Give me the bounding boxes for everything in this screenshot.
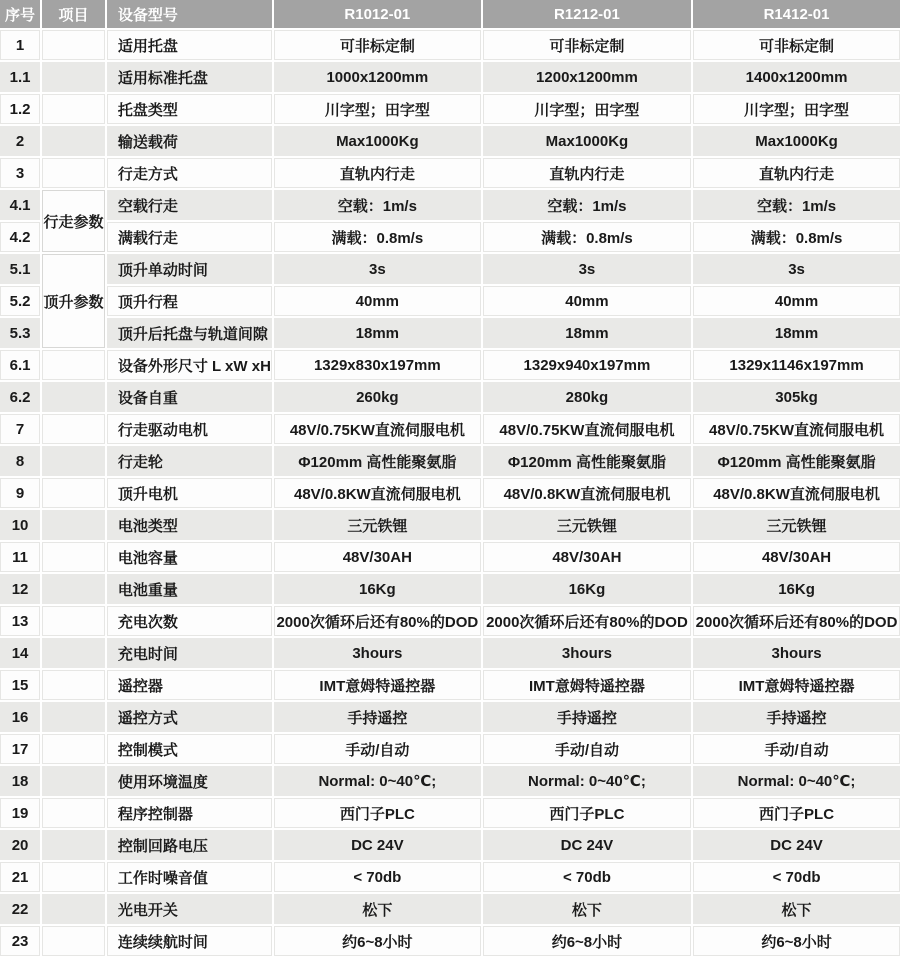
value-cell-r1412-01: 满载：0.8m/s xyxy=(693,222,900,252)
row-number-cell: 6.1 xyxy=(0,350,40,380)
value-cell-r1212-01: 3hours xyxy=(483,638,691,668)
value-cell-r1212-01: 3s xyxy=(483,254,691,284)
value-cell-r1012-01: 满载：0.8m/s xyxy=(274,222,481,252)
group-empty-cell xyxy=(42,30,105,60)
value-cell-r1412-01: 西门子PLC xyxy=(693,798,900,828)
value-cell-r1012-01: 40mm xyxy=(274,286,481,316)
value-cell-r1012-01: 川字型；田字型 xyxy=(274,94,481,124)
item-name-cell: 电池重量 xyxy=(107,574,272,604)
value-cell-r1212-01: 空载：1m/s xyxy=(483,190,691,220)
value-cell-r1212-01: 可非标定制 xyxy=(483,30,691,60)
value-cell-r1212-01: Normal: 0~40℃; xyxy=(483,766,691,796)
item-name-cell: 使用环境温度 xyxy=(107,766,272,796)
item-name-cell: 空载行走 xyxy=(107,190,272,220)
row-number-cell: 20 xyxy=(0,830,40,860)
value-cell-r1012-01: 直轨内行走 xyxy=(274,158,481,188)
item-name-cell: 输送载荷 xyxy=(107,126,272,156)
value-cell-r1412-01: 三元铁锂 xyxy=(693,510,900,540)
item-name-cell: 行走方式 xyxy=(107,158,272,188)
value-cell-r1212-01: 16Kg xyxy=(483,574,691,604)
group-empty-cell xyxy=(42,382,105,412)
group-empty-cell xyxy=(42,446,105,476)
spec-row-14 xyxy=(0,638,900,668)
value-cell-r1012-01: 西门子PLC xyxy=(274,798,481,828)
spec-row-1.2 xyxy=(0,94,900,124)
spec-row-8 xyxy=(0,446,900,476)
spec-row-15 xyxy=(0,670,900,700)
spec-row-19 xyxy=(0,798,900,828)
row-number-cell: 1.2 xyxy=(0,94,40,124)
group-empty-cell xyxy=(42,606,105,636)
value-cell-r1212-01: 直轨内行走 xyxy=(483,158,691,188)
value-cell-r1212-01: 48V/0.8KW直流伺服电机 xyxy=(483,478,691,508)
value-cell-r1012-01: DC 24V xyxy=(274,830,481,860)
group-empty-cell xyxy=(42,798,105,828)
value-cell-r1212-01: 手动/自动 xyxy=(483,734,691,764)
table-body xyxy=(0,30,900,956)
value-cell-r1412-01: < 70db xyxy=(693,862,900,892)
value-cell-r1012-01: < 70db xyxy=(274,862,481,892)
spec-row-5.2 xyxy=(0,286,900,316)
group-empty-cell xyxy=(42,158,105,188)
group-empty-cell xyxy=(42,478,105,508)
row-number-cell: 9 xyxy=(0,478,40,508)
value-cell-r1412-01: 川字型；田字型 xyxy=(693,94,900,124)
item-name-cell: 设备自重 xyxy=(107,382,272,412)
value-cell-r1212-01: IMT意姆特遥控器 xyxy=(483,670,691,700)
spec-row-12 xyxy=(0,574,900,604)
row-number-cell: 14 xyxy=(0,638,40,668)
group-empty-cell xyxy=(42,670,105,700)
value-cell-r1012-01: 空载：1m/s xyxy=(274,190,481,220)
value-cell-r1012-01: 手持遥控 xyxy=(274,702,481,732)
item-name-cell: 顶升行程 xyxy=(107,286,272,316)
item-name-cell: 遥控器 xyxy=(107,670,272,700)
value-cell-r1212-01: 1329x940x197mm xyxy=(483,350,691,380)
item-name-cell: 顶升电机 xyxy=(107,478,272,508)
value-cell-r1012-01: Normal: 0~40℃; xyxy=(274,766,481,796)
spec-row-13 xyxy=(0,606,900,636)
row-number-cell: 21 xyxy=(0,862,40,892)
row-number-cell: 3 xyxy=(0,158,40,188)
spec-row-21 xyxy=(0,862,900,892)
value-cell-r1012-01: 约6~8小时 xyxy=(274,926,481,956)
spec-row-18 xyxy=(0,766,900,796)
row-number-cell: 13 xyxy=(0,606,40,636)
value-cell-r1212-01: 满载：0.8m/s xyxy=(483,222,691,252)
group-empty-cell xyxy=(42,414,105,444)
value-cell-r1212-01: 手持遥控 xyxy=(483,702,691,732)
value-cell-r1012-01: 48V/0.75KW直流伺服电机 xyxy=(274,414,481,444)
value-cell-r1012-01: 260kg xyxy=(274,382,481,412)
value-cell-r1412-01: 18mm xyxy=(693,318,900,348)
value-cell-r1412-01: 16Kg xyxy=(693,574,900,604)
spec-row-10 xyxy=(0,510,900,540)
value-cell-r1012-01: 48V/0.8KW直流伺服电机 xyxy=(274,478,481,508)
spec-row-6.2 xyxy=(0,382,900,412)
spec-row-1.1 xyxy=(0,62,900,92)
group-empty-cell xyxy=(42,862,105,892)
value-cell-r1012-01: 三元铁锂 xyxy=(274,510,481,540)
spec-row-5.3 xyxy=(0,318,900,348)
spec-row-16 xyxy=(0,702,900,732)
row-number-cell: 8 xyxy=(0,446,40,476)
row-number-cell: 10 xyxy=(0,510,40,540)
group-empty-cell xyxy=(42,542,105,572)
item-name-cell: 连续续航时间 xyxy=(107,926,272,956)
group-empty-cell xyxy=(42,62,105,92)
value-cell-r1212-01: 西门子PLC xyxy=(483,798,691,828)
item-name-cell: 电池类型 xyxy=(107,510,272,540)
group-empty-cell xyxy=(42,734,105,764)
value-cell-r1012-01: Φ120mm 高性能聚氨脂 xyxy=(274,446,481,476)
value-cell-r1012-01: 18mm xyxy=(274,318,481,348)
item-name-cell: 遥控方式 xyxy=(107,702,272,732)
group-empty-cell xyxy=(42,126,105,156)
row-number-cell: 17 xyxy=(0,734,40,764)
value-cell-r1012-01: 松下 xyxy=(274,894,481,924)
group-empty-cell xyxy=(42,350,105,380)
column-header-group: 项目 xyxy=(42,0,105,28)
value-cell-r1212-01: 1200x1200mm xyxy=(483,62,691,92)
value-cell-r1012-01: IMT意姆特遥控器 xyxy=(274,670,481,700)
group-empty-cell xyxy=(42,926,105,956)
spec-row-1 xyxy=(0,30,900,60)
value-cell-r1012-01: 1329x830x197mm xyxy=(274,350,481,380)
value-cell-r1412-01: 约6~8小时 xyxy=(693,926,900,956)
row-number-cell: 4.1 xyxy=(0,190,40,220)
value-cell-r1412-01: Normal: 0~40℃; xyxy=(693,766,900,796)
item-name-cell: 程序控制器 xyxy=(107,798,272,828)
row-number-cell: 16 xyxy=(0,702,40,732)
value-cell-r1412-01: 可非标定制 xyxy=(693,30,900,60)
value-cell-r1012-01: 1000x1200mm xyxy=(274,62,481,92)
value-cell-r1212-01: 48V/30AH xyxy=(483,542,691,572)
value-cell-r1012-01: 3hours xyxy=(274,638,481,668)
value-cell-r1012-01: 2000次循环后还有80%的DOD xyxy=(274,606,481,636)
item-name-cell: 托盘类型 xyxy=(107,94,272,124)
value-cell-r1412-01: 手持遥控 xyxy=(693,702,900,732)
value-cell-r1012-01: 48V/30AH xyxy=(274,542,481,572)
column-header-r1012-01: R1012-01 xyxy=(274,0,481,28)
row-number-cell: 6.2 xyxy=(0,382,40,412)
item-name-cell: 满载行走 xyxy=(107,222,272,252)
row-number-cell: 11 xyxy=(0,542,40,572)
item-name-cell: 适用托盘 xyxy=(107,30,272,60)
value-cell-r1212-01: 约6~8小时 xyxy=(483,926,691,956)
value-cell-r1412-01: 1329x1146x197mm xyxy=(693,350,900,380)
value-cell-r1212-01: 18mm xyxy=(483,318,691,348)
item-name-cell: 适用标准托盘 xyxy=(107,62,272,92)
value-cell-r1412-01: 3hours xyxy=(693,638,900,668)
row-number-cell: 19 xyxy=(0,798,40,828)
value-cell-r1412-01: 48V/0.8KW直流伺服电机 xyxy=(693,478,900,508)
group-empty-cell xyxy=(42,766,105,796)
item-name-cell: 充电次数 xyxy=(107,606,272,636)
spec-row-7 xyxy=(0,414,900,444)
value-cell-r1212-01: 40mm xyxy=(483,286,691,316)
row-number-cell: 5.1 xyxy=(0,254,40,284)
group-empty-cell xyxy=(42,638,105,668)
value-cell-r1412-01: 手动/自动 xyxy=(693,734,900,764)
value-cell-r1412-01: 3s xyxy=(693,254,900,284)
column-header-model: 设备型号 xyxy=(107,0,272,28)
item-name-cell: 电池容量 xyxy=(107,542,272,572)
row-number-cell: 5.2 xyxy=(0,286,40,316)
item-name-cell: 光电开关 xyxy=(107,894,272,924)
spec-row-2 xyxy=(0,126,900,156)
value-cell-r1412-01: DC 24V xyxy=(693,830,900,860)
group-empty-cell xyxy=(42,574,105,604)
row-number-cell: 12 xyxy=(0,574,40,604)
row-number-cell: 7 xyxy=(0,414,40,444)
spec-row-20 xyxy=(0,830,900,860)
spec-row-4.1 xyxy=(0,190,900,220)
row-number-cell: 1 xyxy=(0,30,40,60)
value-cell-r1412-01: 48V/30AH xyxy=(693,542,900,572)
spec-row-22 xyxy=(0,894,900,924)
value-cell-r1412-01: Φ120mm 高性能聚氨脂 xyxy=(693,446,900,476)
table-header xyxy=(0,0,900,28)
spec-row-6.1 xyxy=(0,350,900,380)
item-name-cell: 设备外形尺寸 L xW xH xyxy=(107,350,272,380)
value-cell-r1212-01: 2000次循环后还有80%的DOD xyxy=(483,606,691,636)
group-empty-cell xyxy=(42,894,105,924)
spec-row-3 xyxy=(0,158,900,188)
value-cell-r1212-01: < 70db xyxy=(483,862,691,892)
column-header-r1212-01: R1212-01 xyxy=(483,0,691,28)
item-name-cell: 顶升单动时间 xyxy=(107,254,272,284)
value-cell-r1412-01: 2000次循环后还有80%的DOD xyxy=(693,606,900,636)
spec-row-9 xyxy=(0,478,900,508)
value-cell-r1012-01: Max1000Kg xyxy=(274,126,481,156)
value-cell-r1212-01: 松下 xyxy=(483,894,691,924)
spec-row-4.2 xyxy=(0,222,900,252)
value-cell-r1412-01: 48V/0.75KW直流伺服电机 xyxy=(693,414,900,444)
value-cell-r1212-01: 280kg xyxy=(483,382,691,412)
group-empty-cell xyxy=(42,702,105,732)
value-cell-r1412-01: 40mm xyxy=(693,286,900,316)
item-name-cell: 充电时间 xyxy=(107,638,272,668)
spec-row-17 xyxy=(0,734,900,764)
item-name-cell: 控制回路电压 xyxy=(107,830,272,860)
group-label-cell: 顶升参数 xyxy=(42,254,105,348)
value-cell-r1412-01: 松下 xyxy=(693,894,900,924)
value-cell-r1012-01: 16Kg xyxy=(274,574,481,604)
item-name-cell: 顶升后托盘与轨道间隙 xyxy=(107,318,272,348)
value-cell-r1212-01: Max1000Kg xyxy=(483,126,691,156)
value-cell-r1212-01: DC 24V xyxy=(483,830,691,860)
group-label-cell: 行走参数 xyxy=(42,190,105,252)
column-header-no: 序号 xyxy=(0,0,40,28)
spec-row-5.1 xyxy=(0,254,900,284)
value-cell-r1212-01: Φ120mm 高性能聚氨脂 xyxy=(483,446,691,476)
row-number-cell: 2 xyxy=(0,126,40,156)
value-cell-r1012-01: 手动/自动 xyxy=(274,734,481,764)
group-empty-cell xyxy=(42,830,105,860)
spec-row-23 xyxy=(0,926,900,956)
row-number-cell: 5.3 xyxy=(0,318,40,348)
item-name-cell: 控制模式 xyxy=(107,734,272,764)
item-name-cell: 行走轮 xyxy=(107,446,272,476)
value-cell-r1012-01: 3s xyxy=(274,254,481,284)
column-header-r1412-01: R1412-01 xyxy=(693,0,900,28)
value-cell-r1212-01: 川字型；田字型 xyxy=(483,94,691,124)
spec-row-11 xyxy=(0,542,900,572)
group-empty-cell xyxy=(42,510,105,540)
value-cell-r1412-01: IMT意姆特遥控器 xyxy=(693,670,900,700)
value-cell-r1212-01: 48V/0.75KW直流伺服电机 xyxy=(483,414,691,444)
value-cell-r1412-01: 1400x1200mm xyxy=(693,62,900,92)
item-name-cell: 行走驱动电机 xyxy=(107,414,272,444)
row-number-cell: 1.1 xyxy=(0,62,40,92)
item-name-cell: 工作时噪音值 xyxy=(107,862,272,892)
value-cell-r1412-01: Max1000Kg xyxy=(693,126,900,156)
row-number-cell: 23 xyxy=(0,926,40,956)
value-cell-r1412-01: 空载：1m/s xyxy=(693,190,900,220)
row-number-cell: 18 xyxy=(0,766,40,796)
header-row xyxy=(0,0,900,28)
row-number-cell: 22 xyxy=(0,894,40,924)
row-number-cell: 4.2 xyxy=(0,222,40,252)
row-number-cell: 15 xyxy=(0,670,40,700)
value-cell-r1012-01: 可非标定制 xyxy=(274,30,481,60)
value-cell-r1212-01: 三元铁锂 xyxy=(483,510,691,540)
group-empty-cell xyxy=(42,94,105,124)
value-cell-r1412-01: 305kg xyxy=(693,382,900,412)
value-cell-r1412-01: 直轨内行走 xyxy=(693,158,900,188)
